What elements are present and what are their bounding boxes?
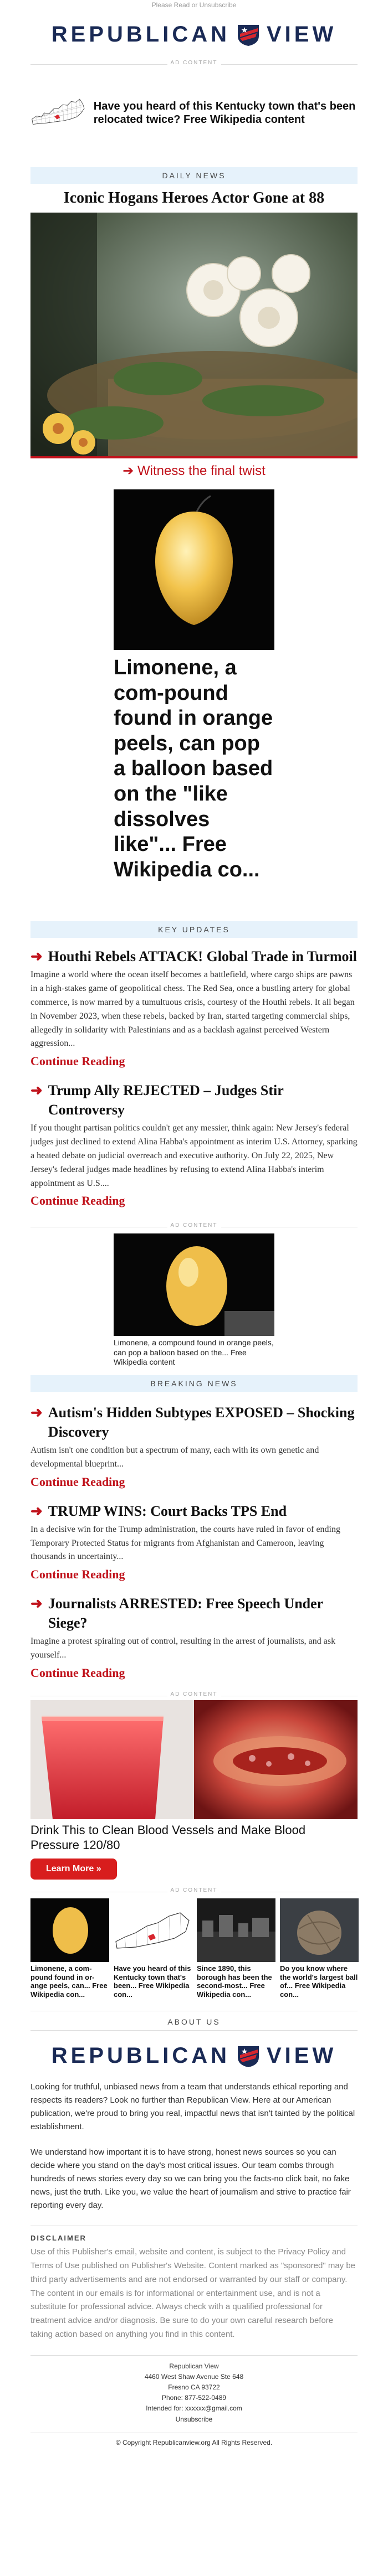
- flag-shield-icon: [236, 22, 261, 47]
- disclaimer-title: DISCLAIMER: [30, 2234, 86, 2243]
- ad-grid-caption[interactable]: Do you know where the world's largest ball of... Free Wikipedia con...: [280, 1964, 358, 1999]
- copyright: © Copyright Republicanview.org All Rights Reserved.: [115, 2438, 273, 2446]
- ad-kentucky-title[interactable]: Have you heard of this Kentucky town that's been relocated twice? Free Wikipedia content: [93, 100, 356, 126]
- arrow-right-icon: ➜: [30, 948, 43, 965]
- footer-name: Republican View: [169, 2362, 219, 2370]
- story-title[interactable]: Autism's Hidden Subtypes EXPOSED – Shocking Discovery: [48, 1404, 355, 1440]
- continue-reading-link[interactable]: Continue Reading: [30, 1567, 125, 1582]
- ad-content-label: AD CONTENT: [30, 1887, 358, 1896]
- ad-limonene-small[interactable]: [114, 1233, 274, 1367]
- ad-content-label: AD CONTENT: [30, 1691, 358, 1700]
- arrow-right-icon: ➜: [30, 1503, 43, 1519]
- limonene-ad-text[interactable]: Limonene, a com-pound found in orange peels, can pop a balloon based on the "like dissolves like"... Free Wikipedia co...: [114, 656, 273, 881]
- story-houthi: [30, 943, 358, 1072]
- footer-phone: Phone: 877-522-0489: [161, 2394, 227, 2402]
- ball-of-twine-image: [280, 1898, 359, 1962]
- ad-blood-vessels[interactable]: [30, 1700, 358, 1880]
- kentucky-map-image: [114, 1898, 192, 1962]
- story-title[interactable]: Houthi Rebels ATTACK! Global Trade in Turmoil: [48, 948, 357, 965]
- ad-grid-caption[interactable]: Since 1890, this borough has been the second-most... Free Wikipedia con...: [197, 1964, 272, 1999]
- continue-reading-link[interactable]: Continue Reading: [30, 1054, 125, 1068]
- ad-grid: [30, 1898, 358, 1999]
- story-title[interactable]: Journalists ARRESTED: Free Speech Under Siege?: [48, 1596, 323, 1632]
- funeral-flowers-photo[interactable]: [30, 213, 358, 456]
- story-title[interactable]: TRUMP WINS: Court Backs TPS End: [48, 1503, 287, 1519]
- key-updates-header: KEY UPDATES: [30, 921, 358, 938]
- story-journalists: [30, 1591, 358, 1684]
- arrow-right-icon: ➜: [30, 1082, 43, 1099]
- brand-name-right: VIEW: [267, 2043, 337, 2068]
- balloon-icon: [30, 1898, 109, 1962]
- balloon-icon: [114, 1233, 274, 1336]
- learn-more-button[interactable]: Learn More »: [30, 1859, 117, 1880]
- borough-aerial-image: [197, 1898, 275, 1962]
- ad-grid-item[interactable]: [30, 1898, 109, 1999]
- ad-content-label: AD CONTENT: [30, 1222, 358, 1231]
- ad-kentucky[interactable]: [0, 69, 388, 157]
- funeral-flowers-image: [30, 213, 358, 456]
- arrow-right-icon: ➜: [30, 1404, 43, 1421]
- blood-drink-image: [30, 1700, 358, 1819]
- story-body: Autism isn't one condition but a spectrum of many, each with its own genetic and developmental blueprint...: [30, 1446, 319, 1469]
- about-section: [0, 2081, 388, 2212]
- breaking-news-header: BREAKING NEWS: [30, 1375, 358, 1392]
- footer-intended: Intended for: xxxxxx@gmail.com: [146, 2404, 242, 2413]
- ad-blood-title[interactable]: Drink This to Clean Blood Vessels and Make Blood Pressure 120/80: [30, 1823, 306, 1852]
- flag-shield-icon: [236, 2043, 261, 2068]
- story-body: If you thought partisan politics couldn't get any messier, think again: New Jersey's federal judges just declined to extend Alina Habba's appointment as interim U.S. Attorney, sparking a heated debate on judicial overreach and executive authority. On July 22, 2025, New Jersey's federal judges made headlines by refusing to extend Alina Habba's interim appointment as U.S....: [30, 1123, 358, 1188]
- balloon-ad-image[interactable]: [114, 489, 274, 650]
- kentucky-map-image: [30, 71, 86, 154]
- story-autism: [30, 1400, 358, 1493]
- footer: [0, 2361, 388, 2425]
- continue-reading-link[interactable]: Continue Reading: [30, 1194, 125, 1208]
- ad-grid-item[interactable]: [114, 1898, 192, 1999]
- continue-reading-link[interactable]: Continue Reading: [30, 1665, 125, 1680]
- ad-grid-caption[interactable]: Have you heard of this Kentucky town that's been... Free Wikipedia con...: [114, 1964, 191, 1999]
- daily-news-header: DAILY NEWS: [30, 167, 358, 184]
- about-paragraph: We understand how important it is to have strong, honest news sources so you can decide where you stand on the day's most critical issues. Our team combs through hundreds of news stories every day so we can bring you the facts-no click bait, no fake news, just the truth. Like you, we value the heart of journalism and strive to practice fair reporting every day.: [30, 2147, 351, 2211]
- brand-name-left: REPUBLICAN: [51, 2043, 230, 2068]
- continue-reading-link[interactable]: Continue Reading: [30, 1474, 125, 1489]
- preheader[interactable]: Please Read or Unsubscribe: [151, 1, 237, 9]
- about-paragraph: Looking for truthful, unbiased news from a team that understands ethical reporting and respects its readers? Look no further than Republican View. Here at our American publication, we're proud to bring you real, impactful news that isn't tainted by the political establishment.: [30, 2082, 355, 2132]
- brand-logo[interactable]: [0, 12, 388, 56]
- disclaimer-text: Use of this Publisher's email, website and content, is subject to the Privacy Policy and Terms of Use published on Publisher's Website. Content marked as "sponsored" may be third party advertisements and are not endorsed or warranted by our staff or company. The content in our emails is for informational or entertainment use, and is not a substitute for professional advice. Always check with a qualified professional for treatment advice and/or diagnosis. Be sure to do your own careful research before taking action based on anything you find in this content.: [30, 2247, 356, 2339]
- ad-grid-item[interactable]: [280, 1898, 359, 1999]
- balloon-icon: [114, 489, 274, 650]
- story-trump-ally: [30, 1077, 358, 1211]
- ad-grid-item[interactable]: [197, 1898, 275, 1999]
- ad-caption[interactable]: Limonene, a compound found in orange peels, can pop a balloon based on the... Free Wikipedia content: [114, 1338, 274, 1367]
- witness-twist-link[interactable]: ➔ Witness the final twist: [122, 463, 266, 478]
- footer-address: 4460 West Shaw Avenue Ste 648: [144, 2372, 244, 2381]
- brand-name-right: VIEW: [267, 22, 337, 47]
- ad-grid-caption[interactable]: Limonene, a com-pound found in or-ange peels, can... Free Wikipedia con...: [30, 1964, 108, 1999]
- daily-news-headline[interactable]: Iconic Hogans Heroes Actor Gone at 88: [63, 189, 325, 207]
- brand-name-left: REPUBLICAN: [51, 22, 230, 47]
- story-body: Imagine a world where the ocean itself becomes a battlefield, where cargo ships are pawns in a high-stakes game of geopolitical chess. The Red Sea, once a bustling artery for global commerce, is now marred by a tumultuous crisis, courtesy of the Houthi rebels. It all began in November 2023, when these rebels, backed by Iran, started targeting commercial ships, allegedly in solidarity with Palestinians and as a backlash against perceived Western aggression...: [30, 970, 355, 1049]
- story-tps: [30, 1498, 358, 1585]
- unsubscribe-link[interactable]: Unsubscribe: [175, 2415, 213, 2423]
- about-us-header: ABOUT US: [30, 2014, 358, 2030]
- story-body: In a decisive win for the Trump administration, the courts have ruled in favor of ending Temporary Protected Status for migrants from Afghanistan and Cameroon, leaving thousands in uncertainty...: [30, 1524, 340, 1562]
- story-body: Imagine a protest spiraling out of control, resulting in the arrest of journalists, and ask yourself...: [30, 1637, 336, 1660]
- footer-city: Fresno CA 93722: [168, 2383, 220, 2391]
- ad-content-label: AD CONTENT: [30, 60, 358, 69]
- story-title[interactable]: Trump Ally REJECTED – Judges Stir Controversy: [48, 1082, 284, 1118]
- arrow-right-icon: ➜: [30, 1596, 43, 1612]
- brand-logo-footer[interactable]: [0, 2031, 388, 2081]
